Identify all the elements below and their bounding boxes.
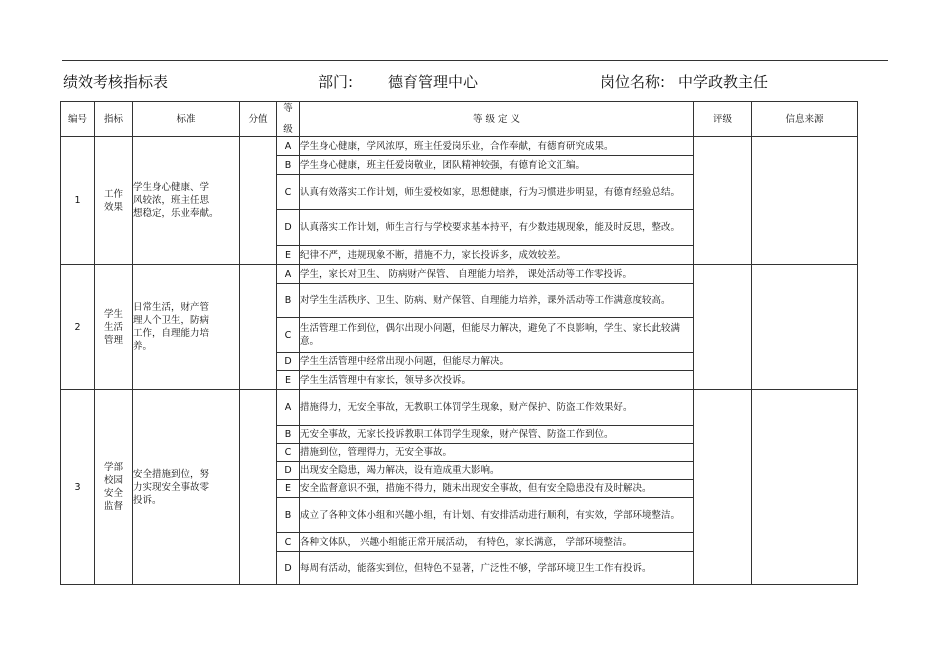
definition-cell: 生活管理工作到位，偶尔出现小问题，但能尽力解决，避免了不良影响，学生、家长此较满意。	[300, 318, 694, 353]
definition-cell: 学生生活管理中经常出现小问题，但能尽力解决。	[300, 353, 694, 371]
grade-cell: C	[277, 318, 300, 353]
standard-cell: 安全措施到位，努 力实现安全事故零 投诉。	[133, 390, 240, 585]
definition-cell: 学生，家长对卫生、 防病财产保管、 自理能力培养， 课处活动等工作零投诉。	[300, 265, 694, 284]
section-number: 2	[61, 265, 95, 390]
definition-cell: 措施到位，管理得力，无安全事故。	[300, 444, 694, 462]
grade-cell: D	[277, 552, 300, 585]
source-cell	[752, 265, 858, 390]
definition-cell: 学生身心健康，学风浓厚，班主任爱岗乐业，合作奉献，有德育研究成果。	[300, 137, 694, 156]
definition-cell: 每周有活动，能落实到位，但特色不显著，广泛性不够，学部环境卫生工作有投诉。	[300, 552, 694, 585]
header-row	[61, 102, 858, 137]
grade-cell: A	[277, 265, 300, 284]
definition-cell: 各种文体队， 兴趣小组能正常开展活动， 有特色，家长满意， 学部环境整洁。	[300, 533, 694, 552]
grade-cell: B	[277, 498, 300, 533]
col-header-indicator: 指标	[95, 102, 133, 137]
rating-cell	[694, 265, 752, 390]
definition-cell: 纪律不严，违规现象不断，措施不力，家长投诉多，成效较差。	[300, 246, 694, 265]
source-cell	[752, 390, 858, 585]
col-header-source: 信息来源	[752, 102, 858, 137]
evaluation-table	[60, 101, 858, 585]
definition-cell: 对学生生活秩序、卫生、防病、财产保管、自理能力培养，课外活动等工作满意度较高。	[300, 284, 694, 318]
position-label: 岗位名称:	[600, 73, 666, 91]
score-cell	[240, 390, 277, 585]
source-cell	[752, 137, 858, 265]
grade-cell: D	[277, 353, 300, 371]
table-row	[61, 137, 858, 156]
department-label: 部门:	[318, 73, 354, 91]
form-title: 绩效考核指标表	[63, 73, 169, 91]
table-row	[61, 265, 858, 284]
grade-cell: D	[277, 210, 300, 246]
definition-cell: 学生生活管理中有家长，领导多次投诉。	[300, 371, 694, 390]
score-cell	[240, 137, 277, 265]
definition-cell: 无安全事故，无家长投诉教职工体罚学生现象，财产保管、防盗工作到位。	[300, 426, 694, 444]
definition-cell: 成立了各种文体小组和兴趣小组，有计划、有安排活动进行顺利，有实效，学部环境整洁。	[300, 498, 694, 533]
grade-cell: A	[277, 390, 300, 426]
definition-cell: 认真落实工作计划，师生言行与学校要求基本持平，有少数违规现象，能及时反思，整改。	[300, 210, 694, 246]
col-header-grade-line1: 等	[283, 103, 293, 114]
definition-cell: 学生身心健康，班主任爱岗敬业，团队精神较强，有德育论文汇编。	[300, 156, 694, 175]
indicator-cell: 学部 校园 安全 监督	[95, 390, 133, 585]
grade-cell: C	[277, 533, 300, 552]
rating-cell	[694, 137, 752, 265]
grade-cell: C	[277, 444, 300, 462]
col-header-score: 分值	[240, 102, 277, 137]
score-cell	[240, 265, 277, 390]
col-header-grade-line2: 级	[283, 124, 293, 135]
top-rule	[62, 60, 888, 61]
grade-cell: C	[277, 175, 300, 210]
department-value: 德育管理中心	[388, 73, 479, 91]
standard-cell: 学生身心健康、学 风较浓，班主任思 想稳定，乐业奉献。	[133, 137, 240, 265]
standard-cell: 日常生活，财产管 理人个卫生，防病 工作，自理能力培 养。	[133, 265, 240, 390]
definition-cell: 认真有效落实工作计划，师生爱校如家，思想健康，行为习惯进步明显，有德育经验总结。	[300, 175, 694, 210]
grade-cell: B	[277, 156, 300, 175]
grade-cell: B	[277, 284, 300, 318]
table-row	[61, 390, 858, 426]
section-number: 1	[61, 137, 95, 265]
col-header-rating: 评级	[694, 102, 752, 137]
grade-cell: D	[277, 462, 300, 480]
definition-cell: 措施得力，无安全事故，无教职工体罚学生现象，财产保护、防盗工作效果好。	[300, 390, 694, 426]
section-number: 3	[61, 390, 95, 585]
col-header-num: 编号	[61, 102, 95, 137]
grade-cell: A	[277, 137, 300, 156]
position-value: 中学政教主任	[678, 73, 769, 91]
col-header-standard: 标准	[133, 102, 240, 137]
col-header-grade	[277, 102, 300, 137]
indicator-cell: 工作 效果	[95, 137, 133, 265]
definition-cell: 出现安全隐患，竭力解决，设有造成重大影响。	[300, 462, 694, 480]
grade-cell: B	[277, 426, 300, 444]
definition-cell: 安全监督意识不强，措施不得力，随未出现安全事故，但有安全隐患没有及时解决。	[300, 480, 694, 498]
grade-cell: E	[277, 480, 300, 498]
grade-cell: E	[277, 371, 300, 390]
grade-cell: E	[277, 246, 300, 265]
col-header-definition: 等 级 定 义	[300, 102, 694, 137]
indicator-cell: 学生 生活 管理	[95, 265, 133, 390]
rating-cell	[694, 390, 752, 585]
